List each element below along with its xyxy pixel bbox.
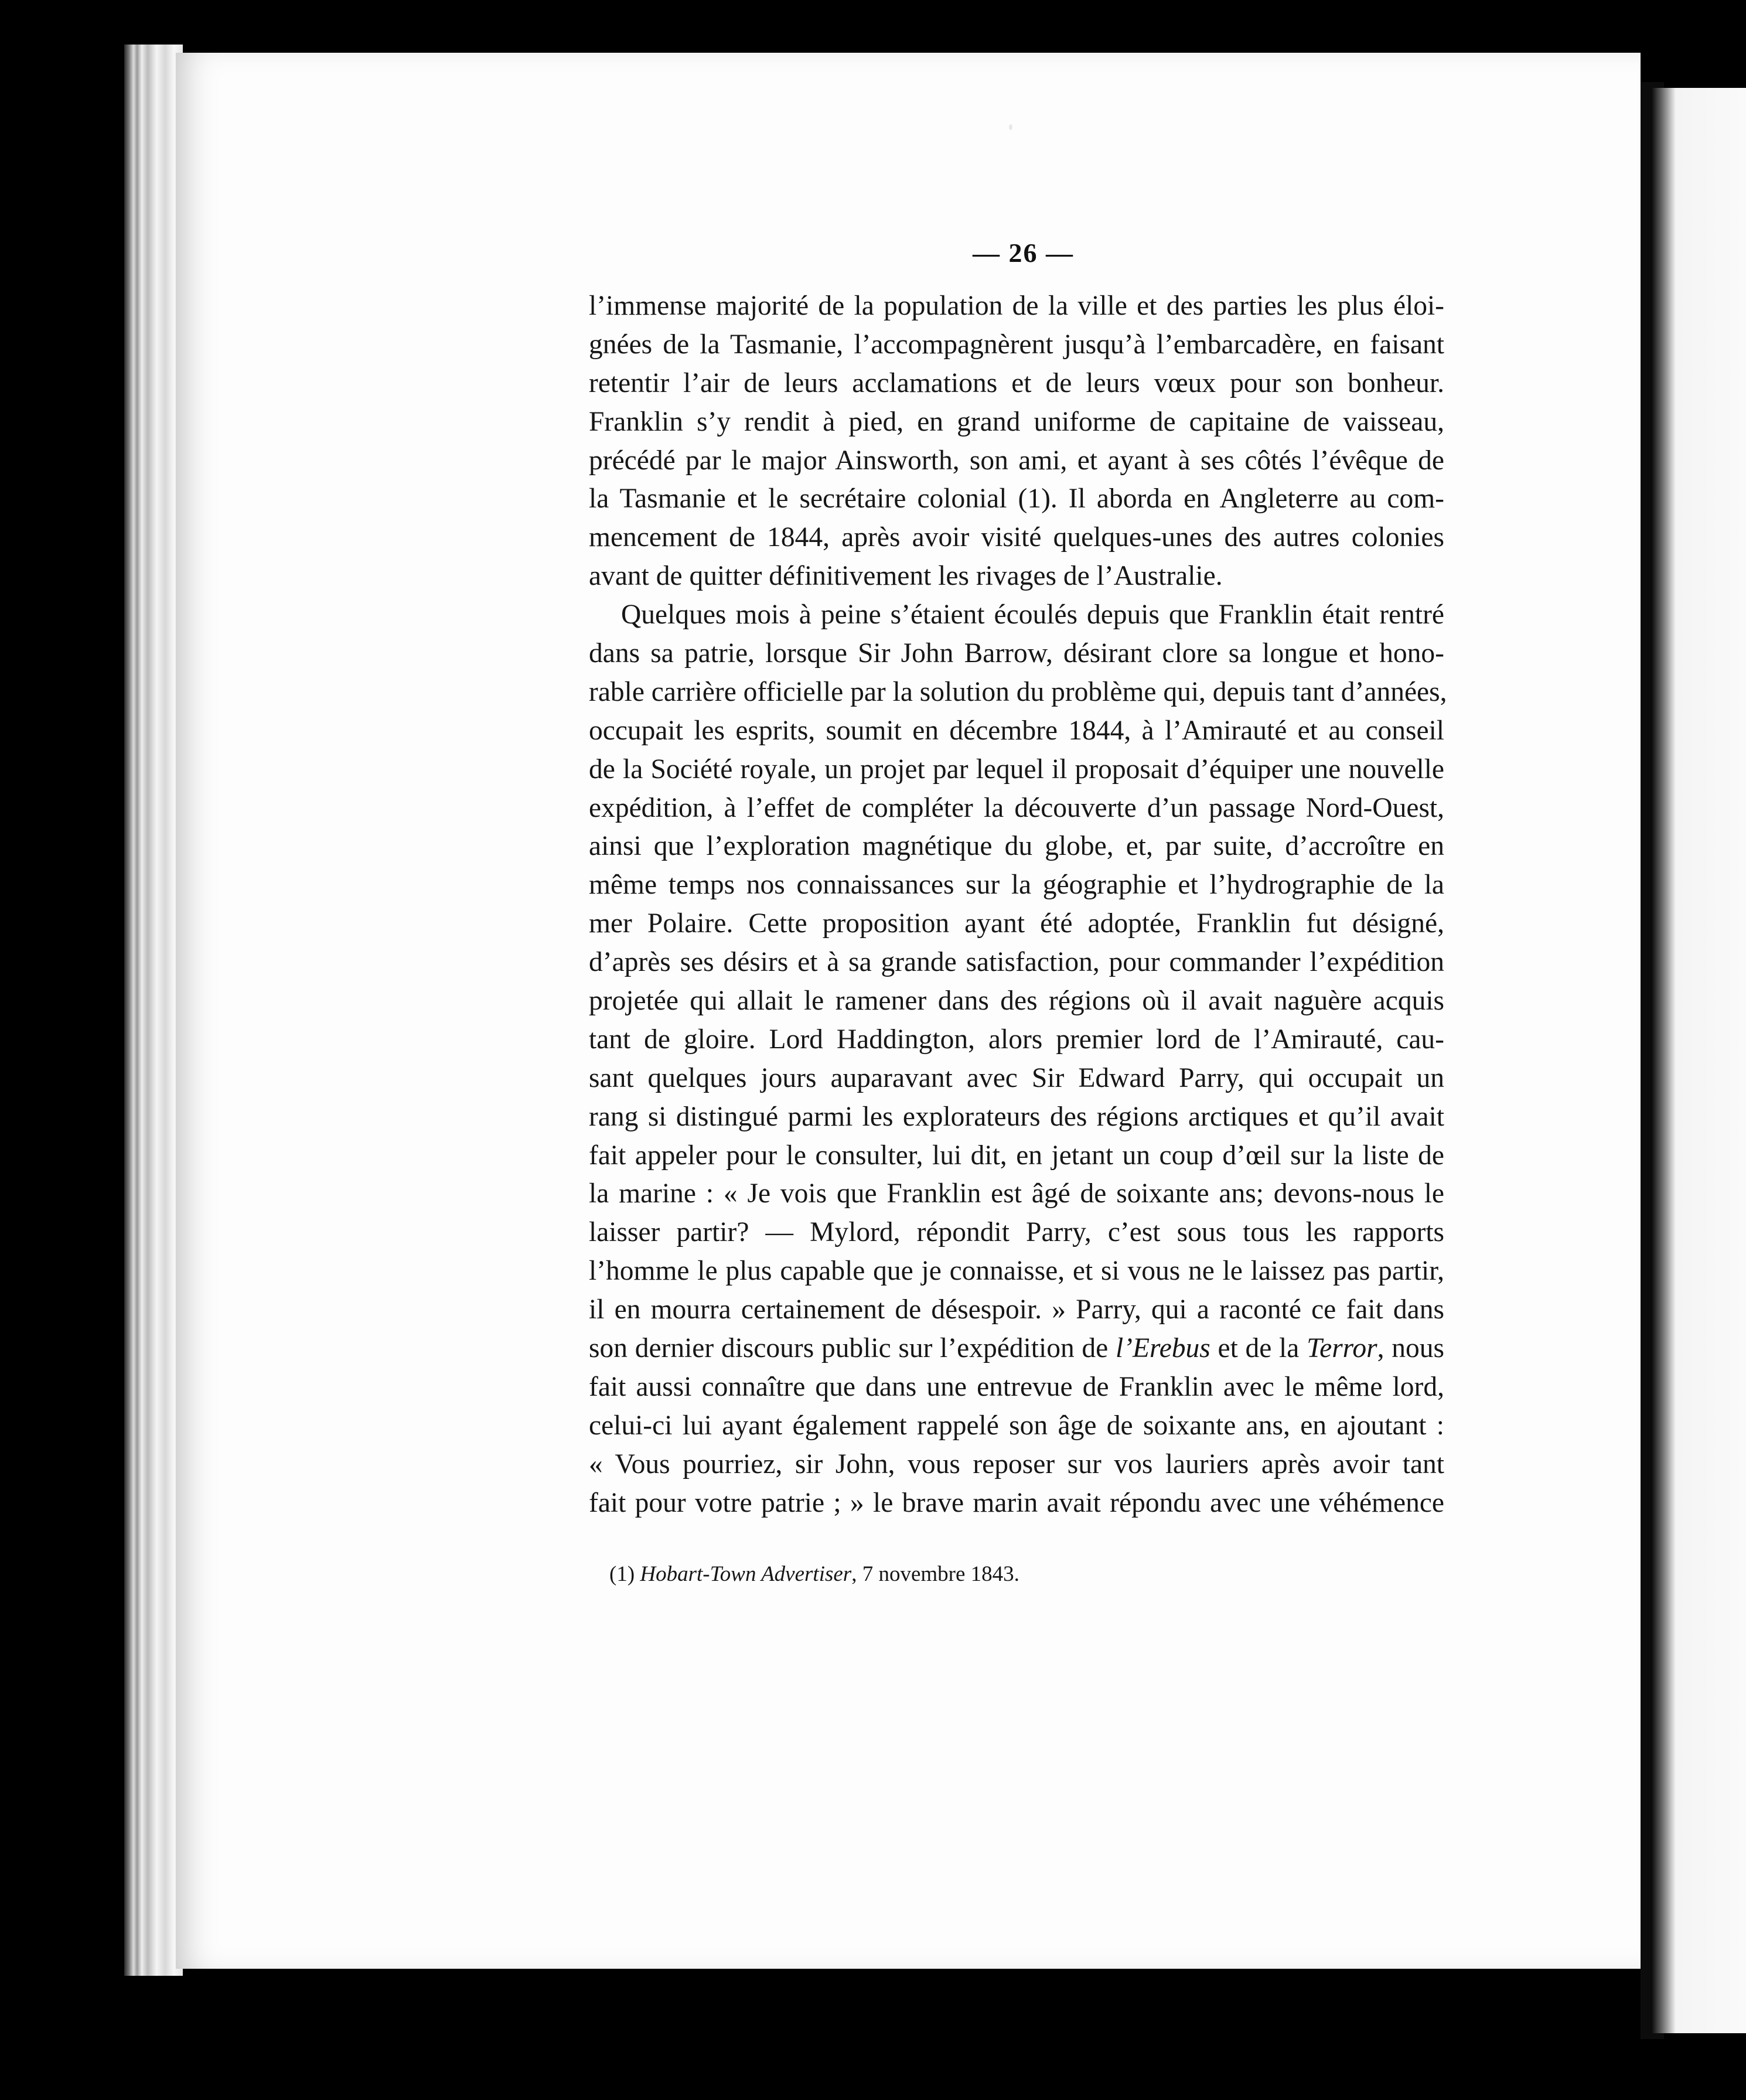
text-line: « Vous pourriez, sir John, vous reposer sur vos lauriers après avoir tant — [589, 1448, 1444, 1479]
text-line: mer Polaire. Cette proposition ayant été adoptée, Franklin fut désigné, — [589, 908, 1444, 939]
text-line: il en mourra certainement de désespoir. » Parry, qui a raconté ce fait dans — [589, 1294, 1444, 1325]
ship-name-terror: Terror — [1307, 1333, 1377, 1364]
ship-name-erebus: l’Erebus — [1115, 1333, 1210, 1364]
text-line: de la Société royale, un projet par lequel il proposait d’équiper une nouvelle — [589, 754, 1444, 785]
text-line: l’immense majorité de la population de la ville et des parties les plus éloi- — [589, 291, 1444, 321]
text-line: fait pour votre patrie ; » le brave marin avait répondu avec une véhémence — [589, 1487, 1444, 1518]
text-line: projetée qui allait le ramener dans des régions où il avait naguère acquis — [589, 986, 1444, 1017]
text-line: fait appeler pour le consulter, lui dit, en jetant un coup d’œil sur la liste de — [589, 1140, 1444, 1171]
text-line: fait aussi connaître que dans une entrevue de Franklin avec le même lord, — [589, 1371, 1444, 1402]
footnote-marker: (1) — [609, 1562, 640, 1586]
text-line-erebus-terror — [589, 1329, 1444, 1368]
text-line: gnées de la Tasmanie, l’accompagnèrent jusqu’à l’embarcadère, en faisant — [589, 329, 1444, 360]
text-line: expédition, à l’effet de compléter la découverte d’un passage Nord-Ouest, — [589, 792, 1444, 823]
text-line: occupait les esprits, soumit en décembre 1844, à l’Amirauté et au conseil — [589, 715, 1444, 746]
text-line: celui-ci lui ayant également rappelé son âge de soixante ans, en ajoutant : — [589, 1410, 1444, 1441]
text-line: l’homme le plus capable que je connaisse, et si vous ne le laissez pas partir, — [589, 1256, 1444, 1287]
paper-speck — [1009, 124, 1012, 130]
text-line: Quelques mois à peine s’étaient écoulés depuis que Franklin était rentré — [621, 599, 1444, 630]
footnote-source: Hobart-Town Advertiser — [640, 1562, 852, 1586]
text-line: sant quelques jours auparavant avec Sir Edward Parry, qui occupait un — [589, 1062, 1444, 1093]
footnote — [609, 1562, 1019, 1587]
text-fragment: son dernier discours public sur l’expédition de — [589, 1333, 1116, 1364]
next-page-edge — [1652, 88, 1746, 2033]
text-line: rang si distingué parmi les explorateurs des régions arctiques et qu’il avait — [589, 1101, 1444, 1132]
text-line: la Tasmanie et le secrétaire colonial (1). Il aborda en Angleterre au com- — [589, 483, 1444, 514]
text-line: retentir l’air de leurs acclamations et de leurs vœux pour son bonheur. — [589, 367, 1444, 398]
text-line: ainsi que l’exploration magnétique du globe, et, par suite, d’accroître en — [589, 831, 1444, 862]
text-line: même temps nos connaissances sur la géographie et l’hydrographie de la — [589, 870, 1444, 901]
text-line: rable carrière officielle par la solution du problème qui, depuis tant d’années, — [589, 676, 1447, 707]
text-fragment: et de la — [1210, 1333, 1307, 1364]
text-line: mencement de 1844, après avoir visité quelques-unes des autres colonies — [589, 522, 1444, 553]
text-line: d’après ses désirs et à sa grande satisfaction, pour commander l’expédition — [589, 947, 1444, 978]
text-line: laisser partir? — Mylord, répondit Parry, c’est sous tous les rapports — [589, 1217, 1444, 1248]
text-line: Franklin s’y rendit à pied, en grand uniforme de capitaine de vaisseau, — [589, 406, 1444, 437]
text-line: précédé par le major Ainsworth, son ami, et ayant à ses côtés l’évêque de — [589, 445, 1444, 476]
text-line: avant de quitter définitivement les rivages de l’Australie. — [589, 561, 1223, 592]
text-line: la marine : « Je vois que Franklin est âgé de soixante ans; devons-nous le — [589, 1178, 1444, 1209]
page-number: — 26 — — [973, 238, 1074, 268]
text-fragment: , nous — [1377, 1333, 1444, 1364]
text-line: tant de gloire. Lord Haddington, alors premier lord de l’Amirauté, cau- — [589, 1024, 1444, 1055]
text-line: dans sa patrie, lorsque Sir John Barrow, désirant clore sa longue et hono- — [589, 638, 1444, 669]
body-text — [589, 287, 1447, 1523]
footnote-date: , 7 novembre 1843. — [851, 1562, 1019, 1586]
book-page-edges — [124, 45, 183, 1976]
